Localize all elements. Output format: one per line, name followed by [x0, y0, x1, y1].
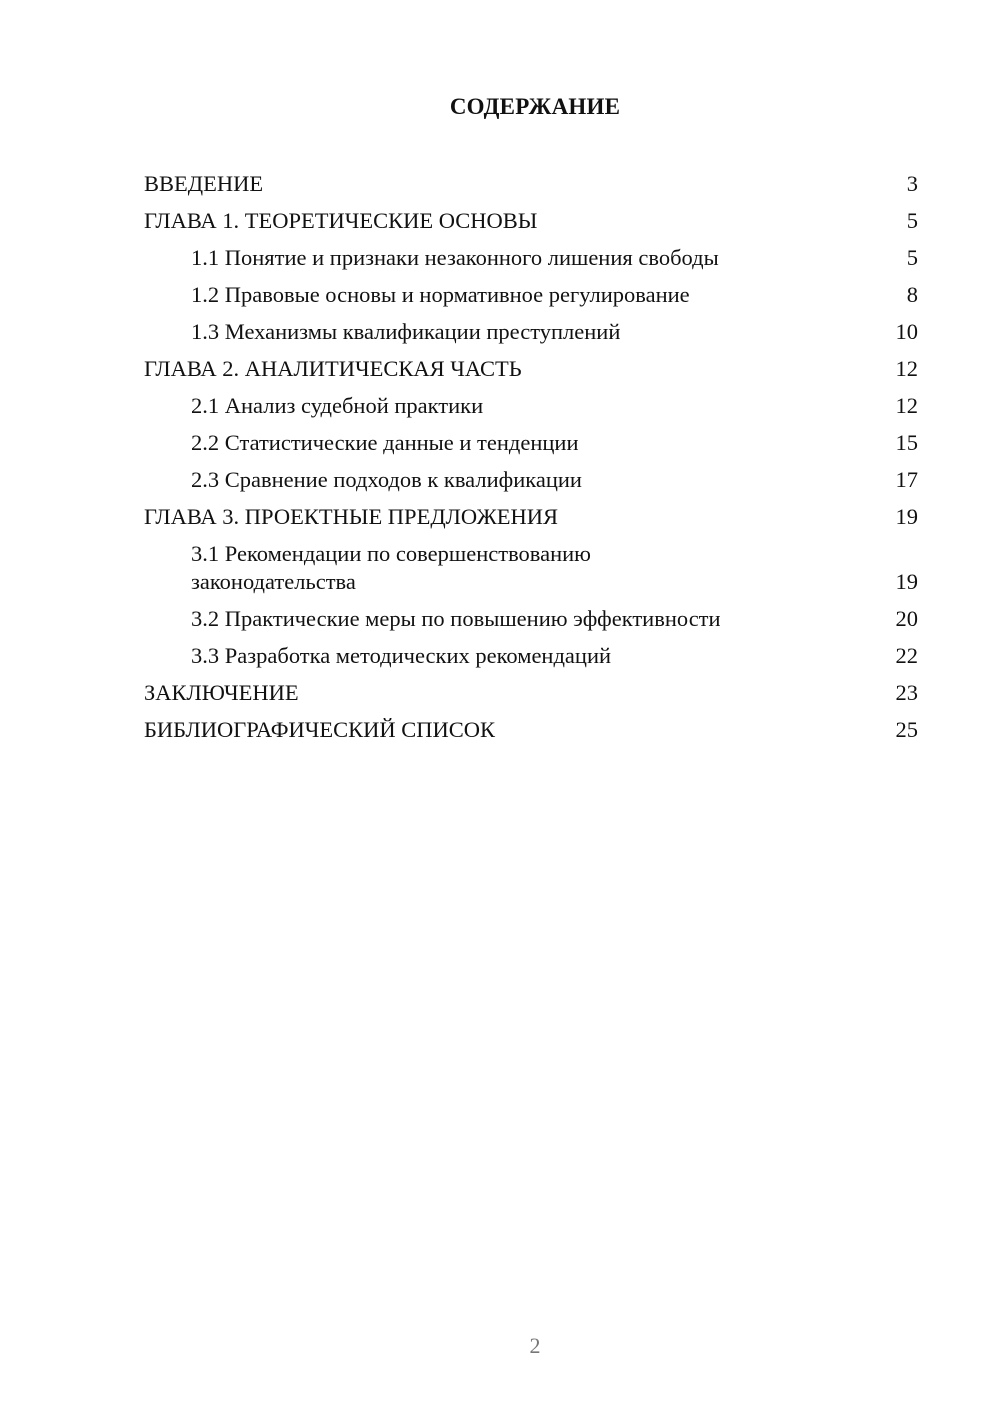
toc-entry-text: БИБЛИОГРАФИЧЕСКИЙ СПИСОК	[144, 717, 496, 742]
toc-entry-text: 1.2 Правовые основы и нормативное регулирование	[191, 282, 690, 307]
toc-entry-page: 17	[895, 467, 918, 492]
toc-entry[interactable]	[144, 429, 918, 457]
toc-entry[interactable]	[144, 318, 918, 346]
page-number: 2	[529, 1333, 541, 1358]
toc-entry-page: 15	[895, 430, 918, 455]
toc-entry-text: ГЛАВА 2. АНАЛИТИЧЕСКАЯ ЧАСТЬ	[144, 356, 522, 381]
toc-entry-text: 2.3 Сравнение подходов к квалификации	[191, 467, 582, 492]
toc-entry[interactable]	[144, 170, 918, 198]
toc-entry-page: 20	[895, 606, 918, 631]
toc-entry-text: 3.2 Практические меры по повышению эффективности	[191, 606, 721, 631]
toc-entry-text: ГЛАВА 3. ПРОЕКТНЫЕ ПРЕДЛОЖЕНИЯ	[144, 504, 559, 529]
toc-entry-page: 5	[906, 208, 918, 233]
toc-entry[interactable]	[144, 207, 918, 235]
toc-entry[interactable]	[144, 716, 918, 744]
toc-entry-page: 3	[906, 171, 918, 196]
toc-entry-text: 1.1 Понятие и признаки незаконного лишения свободы	[191, 245, 719, 270]
toc-entry-text: 3.3 Разработка методических рекомендаций	[191, 643, 612, 668]
toc-entry-page: 8	[906, 282, 918, 307]
toc-entry-page: 19	[895, 504, 918, 529]
toc-entry-page: 19	[895, 569, 918, 594]
toc-entry-text: ЗАКЛЮЧЕНИЕ	[144, 680, 299, 705]
toc-entry-page: 10	[895, 319, 918, 344]
toc-entry[interactable]	[144, 540, 918, 596]
toc-entry-page: 23	[895, 680, 918, 705]
toc-entry[interactable]	[144, 466, 918, 494]
toc-entry[interactable]	[144, 392, 918, 420]
toc-entry-page: 12	[895, 393, 918, 418]
toc-entry[interactable]	[144, 503, 918, 531]
toc-entry-text: 1.3 Механизмы квалификации преступлений	[191, 319, 621, 344]
toc-entry-text: 2.2 Статистические данные и тенденции	[191, 430, 579, 455]
toc-entry-text: 3.1 Рекомендации по совершенствованию законодательства	[191, 541, 591, 594]
toc-entry[interactable]	[144, 244, 918, 272]
toc-entry-text: 2.1 Анализ судебной практики	[191, 393, 484, 418]
toc-entry-page: 12	[895, 356, 918, 381]
toc-entry-page: 22	[895, 643, 918, 668]
toc-entry-page: 25	[895, 717, 918, 742]
toc-entry-text: ГЛАВА 1. ТЕОРЕТИЧЕСКИЕ ОСНОВЫ	[144, 208, 538, 233]
toc-entry[interactable]	[144, 281, 918, 309]
toc-entry-text: ВВЕДЕНИЕ	[144, 171, 264, 196]
toc-entry[interactable]	[144, 642, 918, 670]
toc-entry-page: 5	[906, 245, 918, 270]
toc-entry[interactable]	[144, 355, 918, 383]
toc-entry[interactable]	[144, 679, 918, 707]
toc-entry[interactable]	[144, 605, 918, 633]
table-of-contents	[144, 170, 918, 753]
page-title: СОДЕРЖАНИЕ	[449, 94, 621, 119]
